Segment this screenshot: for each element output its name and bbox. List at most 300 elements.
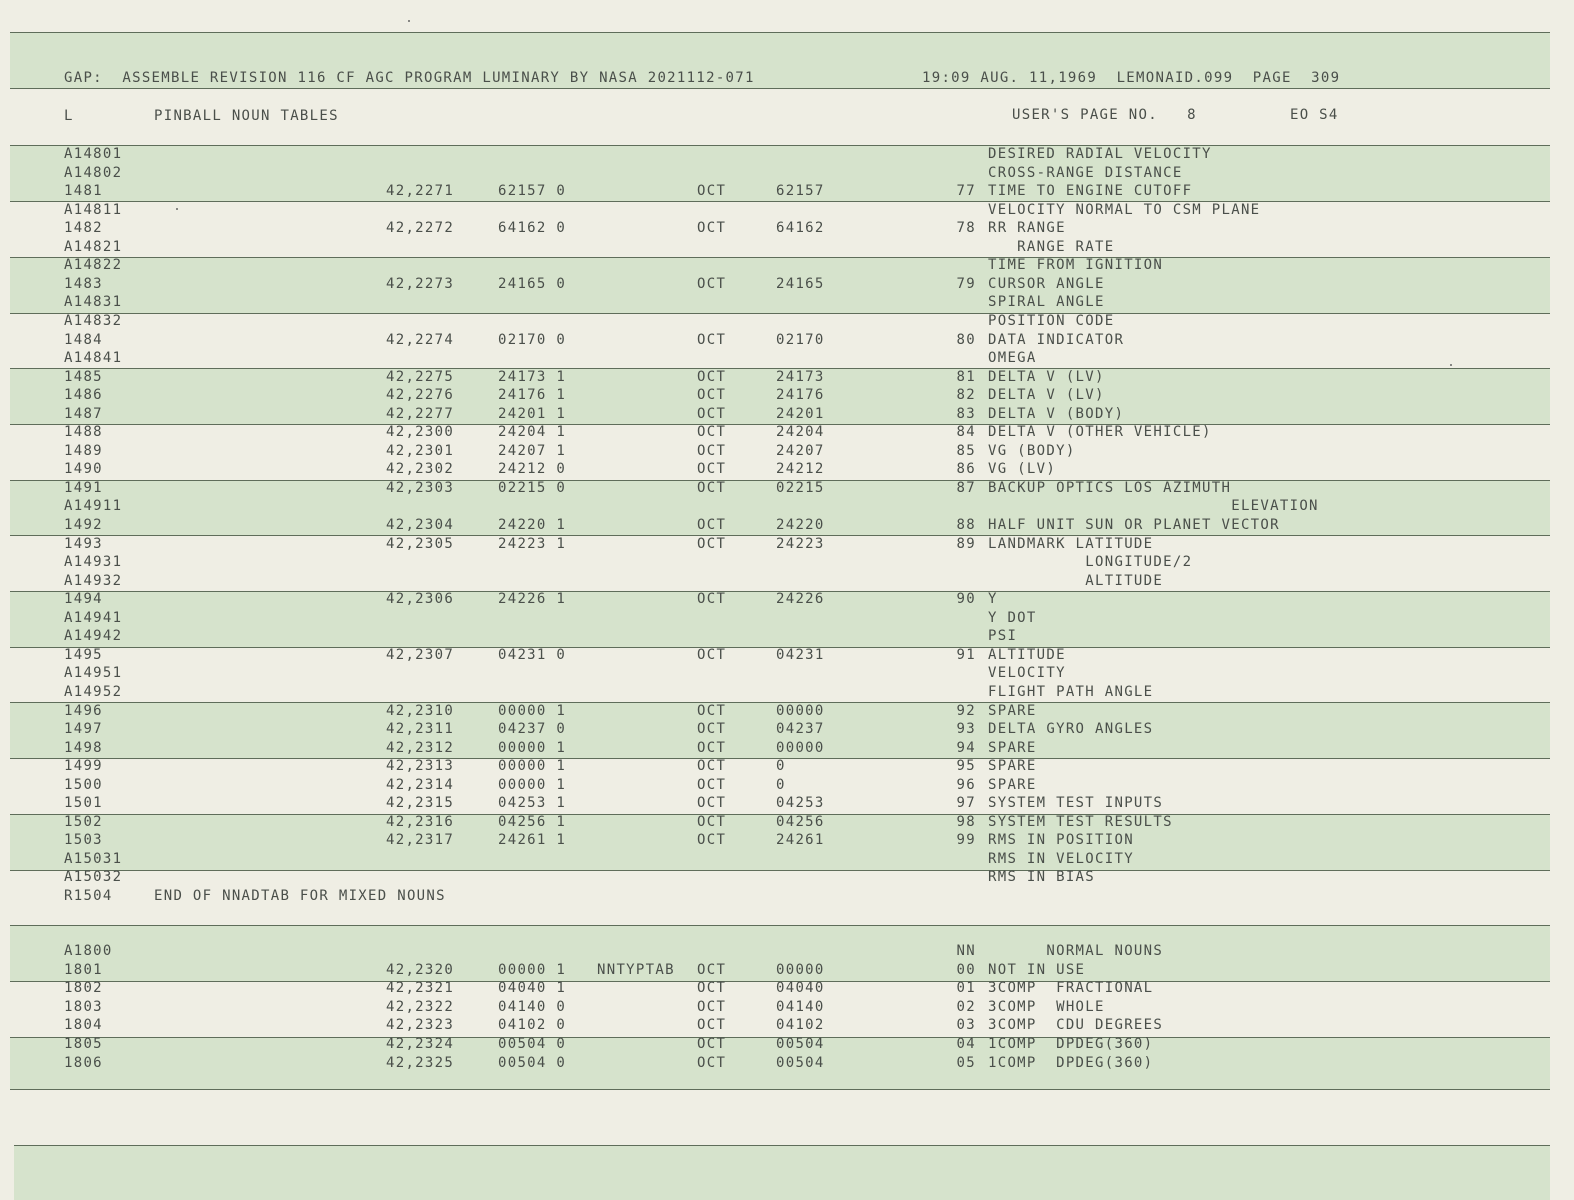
rule (10, 1089, 1550, 1090)
line-number: 1481 (64, 183, 103, 200)
oct-keyword: OCT (697, 368, 727, 385)
listing-row (0, 831, 1574, 850)
octal-value: 24173 1 (498, 368, 567, 385)
noun-number: 91 (956, 646, 976, 663)
band (14, 1145, 1550, 1200)
octal-value: 24226 1 (498, 591, 567, 608)
line-number: 1496 (64, 702, 103, 719)
octal-value: 24207 1 (498, 442, 567, 459)
oct-operand: 24165 (776, 275, 825, 292)
noun-description: BACKUP OPTICS LOS AZIMUTH (988, 479, 1232, 496)
address: 42,2305 (386, 535, 455, 552)
noun-number: 90 (956, 591, 976, 608)
listing-row (0, 572, 1574, 591)
oct-keyword: OCT (697, 591, 727, 608)
rule (10, 32, 1550, 33)
page-code: EO S4 (1290, 107, 1339, 123)
line-number: 1801 (64, 961, 103, 978)
oct-operand: 24201 (776, 405, 825, 422)
line-number: 1498 (64, 739, 103, 756)
line-number: 1804 (64, 1017, 103, 1034)
listing-row (0, 386, 1574, 405)
noun-description: TIME FROM IGNITION (988, 257, 1164, 274)
oct-operand: 0 (776, 758, 786, 775)
octal-value: 00504 0 (498, 1054, 567, 1071)
address: 42,2275 (386, 368, 455, 385)
address: 42,2302 (386, 461, 455, 478)
line-number: A14932 (64, 572, 123, 589)
listing-row (0, 1054, 1574, 1073)
line-number: 1487 (64, 405, 103, 422)
line-number: A14822 (64, 257, 123, 274)
listing-row (0, 646, 1574, 665)
noun-description: NORMAL NOUNS (988, 943, 1164, 959)
octal-value: 04231 0 (498, 646, 567, 663)
oct-operand: 04040 (776, 980, 825, 997)
line-number: 1806 (64, 1054, 103, 1071)
line-number: A14801 (64, 146, 123, 162)
oct-keyword: OCT (697, 721, 727, 738)
oct-operand: 24173 (776, 368, 825, 385)
oct-operand: 00000 (776, 739, 825, 756)
oct-operand: 04237 (776, 721, 825, 738)
noun-description: Y (988, 591, 998, 608)
address: 42,2322 (386, 998, 455, 1015)
line-number: 1490 (64, 461, 103, 478)
oct-keyword: OCT (697, 813, 727, 830)
log-letter: L (64, 108, 74, 124)
oct-operand: 24176 (776, 387, 825, 404)
line-number: A14821 (64, 238, 123, 255)
assembly-header: GAP: ASSEMBLE REVISION 116 CF AGC PROGRAM LUMINARY BY NASA 2021112-071 (64, 70, 755, 86)
octal-value: 24201 1 (498, 405, 567, 422)
noun-number: 83 (956, 405, 976, 422)
listing-row (0, 460, 1574, 479)
octal-value: 00000 1 (498, 702, 567, 719)
listing-row (0, 368, 1574, 387)
noun-description: RMS IN BIAS (988, 869, 1096, 886)
oct-keyword: OCT (697, 739, 727, 756)
noun-description: DELTA V (BODY) (988, 405, 1125, 422)
oct-operand: 24261 (776, 832, 825, 849)
listing-row (0, 201, 1574, 220)
listing-row (0, 442, 1574, 461)
octal-value: 00504 0 (498, 1036, 567, 1052)
noun-number: 00 (956, 961, 976, 978)
oct-operand: 04231 (776, 646, 825, 663)
oct-operand: 24220 (776, 517, 825, 533)
noun-description: DESIRED RADIAL VELOCITY (988, 146, 1212, 162)
oct-operand: 00504 (776, 1036, 825, 1052)
line-number: 1491 (64, 479, 103, 496)
oct-keyword: OCT (697, 1054, 727, 1071)
noun-description: DATA INDICATOR (988, 331, 1125, 348)
noun-description: ALTITUDE (988, 572, 1164, 589)
octal-value: 02170 0 (498, 331, 567, 348)
noun-description: CROSS-RANGE DISTANCE (988, 164, 1183, 181)
noun-description: OMEGA (988, 350, 1037, 367)
speck (408, 20, 410, 22)
listing-row (0, 535, 1574, 554)
listing-row (0, 979, 1574, 998)
octal-value: 24204 1 (498, 424, 567, 441)
address: 42,2271 (386, 183, 455, 200)
noun-number: 86 (956, 461, 976, 478)
noun-number: 89 (956, 535, 976, 552)
octal-value: 24176 1 (498, 387, 567, 404)
noun-description: 3COMP WHOLE (988, 998, 1105, 1015)
line-number: A14911 (64, 498, 123, 515)
noun-description: PSI (988, 628, 1018, 645)
line-number: A14931 (64, 554, 123, 571)
line-number: A14952 (64, 683, 123, 700)
oct-keyword: OCT (697, 646, 727, 663)
line-number: A14832 (64, 312, 123, 329)
noun-description: ELEVATION (988, 498, 1319, 515)
noun-description: POSITION CODE (988, 312, 1115, 329)
address: 42,2303 (386, 479, 455, 496)
oct-keyword: OCT (697, 961, 727, 978)
listing-row (0, 627, 1574, 646)
user-page-number: USER'S PAGE NO. 8 (1012, 107, 1197, 123)
listing-row (0, 349, 1574, 368)
noun-description: DELTA V (OTHER VEHICLE) (988, 424, 1212, 441)
line-number: 1484 (64, 331, 103, 348)
noun-number: 96 (956, 776, 976, 793)
oct-keyword: OCT (697, 980, 727, 997)
noun-description: RANGE RATE (988, 238, 1115, 255)
noun-description: RMS IN POSITION (988, 832, 1134, 849)
oct-operand: 62157 (776, 183, 825, 200)
octal-value: 24212 0 (498, 461, 567, 478)
listing-row (0, 794, 1574, 813)
listing-row (0, 331, 1574, 350)
noun-number: 85 (956, 442, 976, 459)
noun-number: 82 (956, 387, 976, 404)
listing-row (0, 497, 1574, 516)
noun-description: VELOCITY (988, 665, 1066, 682)
line-number: 1500 (64, 776, 103, 793)
oct-keyword: OCT (697, 702, 727, 719)
listing-row (0, 850, 1574, 869)
noun-number: 95 (956, 758, 976, 775)
address: 42,2314 (386, 776, 455, 793)
noun-description: 3COMP CDU DEGREES (988, 1017, 1164, 1034)
noun-number: 99 (956, 832, 976, 849)
listing-row (0, 720, 1574, 739)
oct-operand: 0 (776, 776, 786, 793)
line-number: 1803 (64, 998, 103, 1015)
noun-description: LANDMARK LATITUDE (988, 535, 1154, 552)
line-number: A14831 (64, 294, 123, 311)
noun-number: NN (956, 943, 976, 959)
noun-description: 1COMP DPDEG(360) (988, 1054, 1154, 1071)
listing-row (0, 590, 1574, 609)
listing-row (0, 405, 1574, 424)
oct-keyword: OCT (697, 442, 727, 459)
noun-description: SPIRAL ANGLE (988, 294, 1105, 311)
noun-number: 05 (956, 1054, 976, 1071)
oct-keyword: OCT (697, 479, 727, 496)
noun-description: LONGITUDE/2 (988, 554, 1193, 571)
address: 42,2316 (386, 813, 455, 830)
oct-keyword: OCT (697, 183, 727, 200)
noun-description: SPARE (988, 758, 1037, 775)
oct-operand: 24212 (776, 461, 825, 478)
rule (10, 925, 1550, 926)
octal-value: 04253 1 (498, 795, 567, 812)
octal-value: 02215 0 (498, 479, 567, 496)
listing-row (0, 961, 1574, 980)
oct-keyword: OCT (697, 405, 727, 422)
noun-description: DELTA V (LV) (988, 387, 1105, 404)
oct-keyword: OCT (697, 461, 727, 478)
address: 42,2277 (386, 405, 455, 422)
oct-keyword: OCT (697, 776, 727, 793)
line-number: 1501 (64, 795, 103, 812)
address: 42,2323 (386, 1017, 455, 1034)
listing-row (0, 293, 1574, 312)
line-number: A14951 (64, 665, 123, 682)
address: 42,2313 (386, 758, 455, 775)
noun-description: SPARE (988, 702, 1037, 719)
address: 42,2324 (386, 1036, 455, 1052)
noun-description: SPARE (988, 739, 1037, 756)
line-number: 1805 (64, 1036, 103, 1052)
noun-description: Y DOT (988, 609, 1037, 626)
listing-row (0, 813, 1574, 832)
rule (10, 88, 1550, 89)
line-number: A15032 (64, 869, 123, 886)
oct-operand: 02170 (776, 331, 825, 348)
line-number: A14802 (64, 164, 123, 181)
line-number: R1504 (64, 888, 113, 904)
oct-keyword: OCT (697, 1036, 727, 1052)
oct-operand: 02215 (776, 479, 825, 496)
address: 42,2317 (386, 832, 455, 849)
oct-operand: 00000 (776, 961, 825, 978)
line-number: 1488 (64, 424, 103, 441)
line-number: 1483 (64, 275, 103, 292)
line-number: 1482 (64, 220, 103, 237)
line-number: 1502 (64, 813, 103, 830)
line-number: 1802 (64, 980, 103, 997)
address: 42,2306 (386, 591, 455, 608)
noun-number: 98 (956, 813, 976, 830)
line-number: A14941 (64, 609, 123, 626)
line-number: 1492 (64, 517, 103, 533)
noun-description: TIME TO ENGINE CUTOFF (988, 183, 1193, 200)
listing-row (0, 238, 1574, 257)
noun-number: 84 (956, 424, 976, 441)
octal-value: 00000 1 (498, 961, 567, 978)
oct-keyword: OCT (697, 998, 727, 1015)
noun-description: RR RANGE (988, 220, 1066, 237)
noun-description: DELTA GYRO ANGLES (988, 721, 1154, 738)
oct-keyword: OCT (697, 517, 727, 533)
oct-keyword: OCT (697, 795, 727, 812)
noun-number: 78 (956, 220, 976, 237)
noun-number: 79 (956, 275, 976, 292)
listing-row (0, 683, 1574, 702)
noun-description: 1COMP DPDEG(360) (988, 1036, 1154, 1052)
address: 42,2311 (386, 721, 455, 738)
noun-number: 88 (956, 517, 976, 533)
listing-row (0, 1035, 1574, 1054)
address: 42,2307 (386, 646, 455, 663)
noun-description: VELOCITY NORMAL TO CSM PLANE (988, 201, 1261, 218)
end-of-table-line (0, 887, 1574, 906)
noun-number: 01 (956, 980, 976, 997)
line-number: A1800 (64, 943, 113, 959)
noun-number: 93 (956, 721, 976, 738)
noun-number: 77 (956, 183, 976, 200)
listing-row (0, 664, 1574, 683)
date-page-header: 19:09 AUG. 11,1969 LEMONAID.099 PAGE 309 (922, 70, 1341, 86)
line-number: 1495 (64, 646, 103, 663)
line-number: A14811 (64, 201, 123, 218)
oct-keyword: OCT (697, 1017, 727, 1034)
octal-value: 64162 0 (498, 220, 567, 237)
listing-row (0, 757, 1574, 776)
line-number: 1503 (64, 832, 103, 849)
address: 42,2304 (386, 517, 455, 533)
noun-description: SYSTEM TEST INPUTS (988, 795, 1164, 812)
oct-keyword: OCT (697, 535, 727, 552)
oct-keyword: OCT (697, 832, 727, 849)
address: 42,2301 (386, 442, 455, 459)
listing-row (0, 423, 1574, 442)
line-number: 1489 (64, 442, 103, 459)
line-number: A14942 (64, 628, 123, 645)
oct-operand: 00504 (776, 1054, 825, 1071)
oct-operand: 64162 (776, 220, 825, 237)
octal-value: 04102 0 (498, 1017, 567, 1034)
noun-number: 97 (956, 795, 976, 812)
oct-operand: 24223 (776, 535, 825, 552)
address: 42,2273 (386, 275, 455, 292)
line-number: A15031 (64, 850, 123, 867)
noun-description: SPARE (988, 776, 1037, 793)
listing-row (0, 868, 1574, 887)
noun-description: RMS IN VELOCITY (988, 850, 1134, 867)
listing-row (0, 609, 1574, 628)
octal-value: 62157 0 (498, 183, 567, 200)
listing-row (0, 182, 1574, 201)
octal-value: 00000 1 (498, 776, 567, 793)
listing-row (0, 702, 1574, 721)
oct-keyword: OCT (697, 220, 727, 237)
listing-row (0, 998, 1574, 1017)
symbol-name: NNTYPTAB (597, 961, 675, 978)
oct-operand: 24207 (776, 442, 825, 459)
line-number: 1497 (64, 721, 103, 738)
oct-operand: 04102 (776, 1017, 825, 1034)
address: 42,2272 (386, 220, 455, 237)
noun-description: NOT IN USE (988, 961, 1086, 978)
octal-value: 24261 1 (498, 832, 567, 849)
oct-operand: 24204 (776, 424, 825, 441)
noun-description: DELTA V (LV) (988, 368, 1105, 385)
octal-value: 04237 0 (498, 721, 567, 738)
oct-operand: 04253 (776, 795, 825, 812)
noun-number: 94 (956, 739, 976, 756)
listing-row (0, 164, 1574, 183)
address: 42,2325 (386, 1054, 455, 1071)
noun-number: 02 (956, 998, 976, 1015)
listing-row (0, 479, 1574, 498)
noun-description: VG (LV) (988, 461, 1057, 478)
address: 42,2321 (386, 980, 455, 997)
oct-keyword: OCT (697, 275, 727, 292)
listing-row (0, 275, 1574, 294)
listing-row (0, 739, 1574, 758)
address: 42,2310 (386, 702, 455, 719)
line-number: 1485 (64, 368, 103, 385)
octal-value: 24165 0 (498, 275, 567, 292)
octal-value: 00000 1 (498, 739, 567, 756)
address: 42,2320 (386, 961, 455, 978)
listing-row (0, 516, 1574, 535)
octal-value: 24220 1 (498, 517, 567, 533)
noun-description: VG (BODY) (988, 442, 1076, 459)
octal-value: 24223 1 (498, 535, 567, 552)
listing-row (0, 256, 1574, 275)
oct-keyword: OCT (697, 758, 727, 775)
oct-keyword: OCT (697, 424, 727, 441)
noun-description: CURSOR ANGLE (988, 275, 1105, 292)
octal-value: 00000 1 (498, 758, 567, 775)
noun-number: 87 (956, 479, 976, 496)
noun-number: 92 (956, 702, 976, 719)
oct-operand: 00000 (776, 702, 825, 719)
listing-row (0, 219, 1574, 238)
listing-row (0, 145, 1574, 164)
address: 42,2315 (386, 795, 455, 812)
listing-row (0, 1016, 1574, 1035)
line-number: 1486 (64, 387, 103, 404)
line-number: 1494 (64, 591, 103, 608)
noun-number: 03 (956, 1017, 976, 1034)
listing-row (0, 312, 1574, 331)
oct-operand: 24226 (776, 591, 825, 608)
listing-row (0, 553, 1574, 572)
end-comment: END OF NNADTAB FOR MIXED NOUNS (154, 888, 446, 904)
log-section-title: PINBALL NOUN TABLES (154, 108, 339, 124)
octal-value: 04256 1 (498, 813, 567, 830)
oct-keyword: OCT (697, 331, 727, 348)
address: 42,2276 (386, 387, 455, 404)
oct-operand: 04256 (776, 813, 825, 830)
address: 42,2312 (386, 739, 455, 756)
listing-row (0, 776, 1574, 795)
line-number: 1499 (64, 758, 103, 775)
oct-keyword: OCT (697, 387, 727, 404)
noun-description: ALTITUDE (988, 646, 1066, 663)
octal-value: 04040 1 (498, 980, 567, 997)
noun-number: 81 (956, 368, 976, 385)
noun-description: 3COMP FRACTIONAL (988, 980, 1154, 997)
listing-row (0, 942, 1574, 961)
address: 42,2274 (386, 331, 455, 348)
oct-operand: 04140 (776, 998, 825, 1015)
noun-number: 80 (956, 331, 976, 348)
octal-value: 04140 0 (498, 998, 567, 1015)
noun-description: HALF UNIT SUN OR PLANET VECTOR (988, 517, 1280, 533)
noun-description: SYSTEM TEST RESULTS (988, 813, 1173, 830)
line-number: 1493 (64, 535, 103, 552)
noun-number: 04 (956, 1036, 976, 1052)
